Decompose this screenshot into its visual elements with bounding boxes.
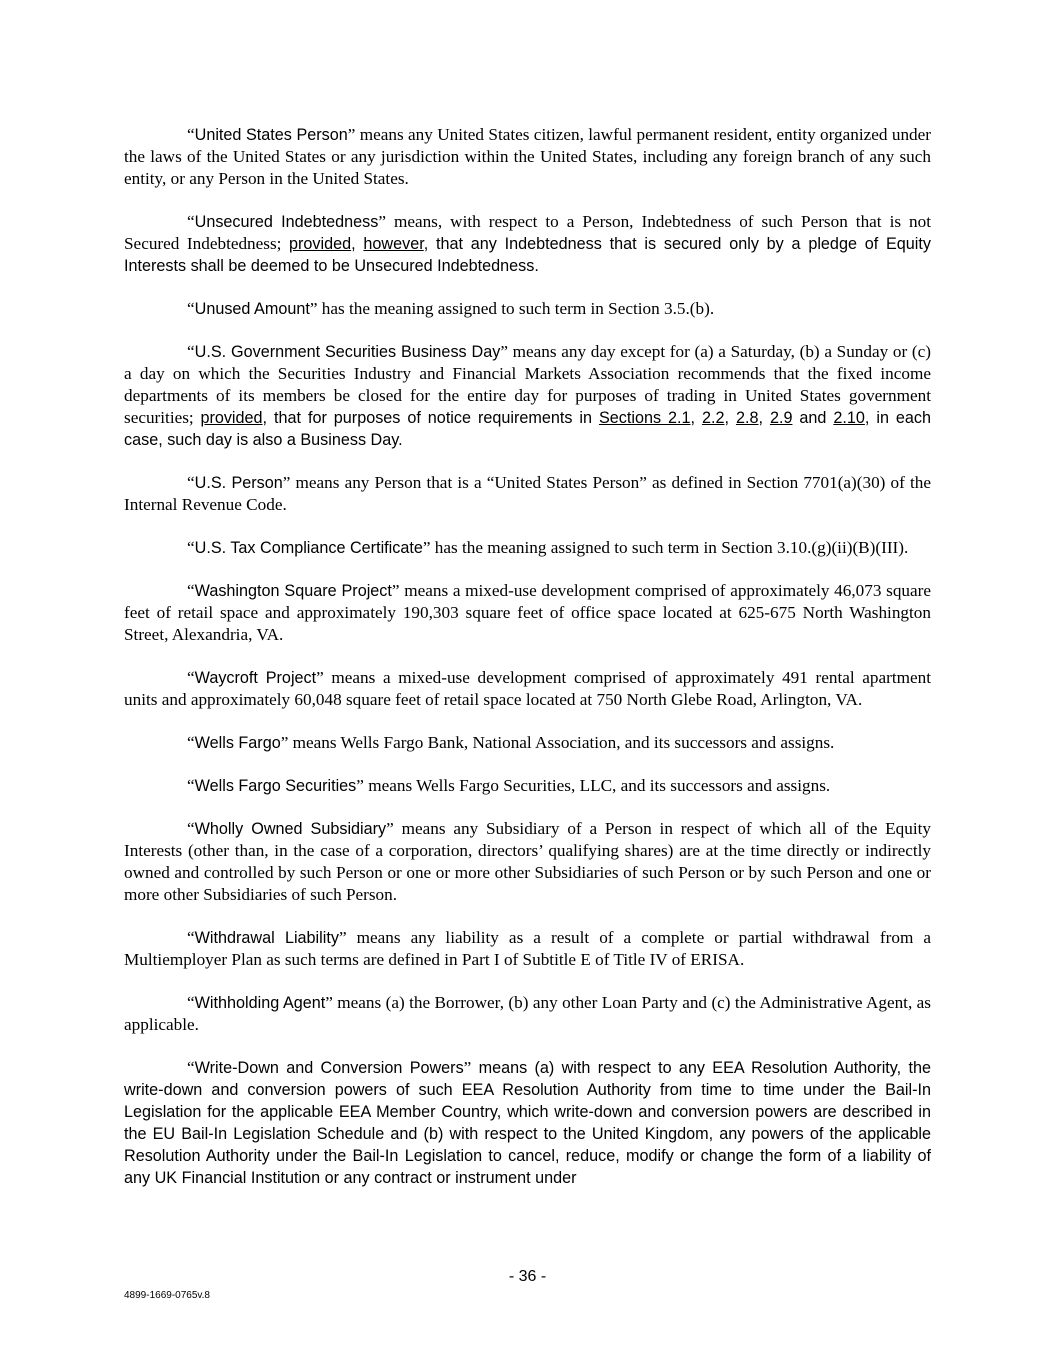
definition-text: means, with respect to a Person, Indebtedness of such Person that is not Secured Indebtedness; — [124, 212, 931, 253]
definition-withholding-agent: “Withholding Agent” means (a) the Borrower, (b) any other Loan Party and (c) the Administrative Agent, as applicable. — [124, 993, 931, 1034]
definition-text: means any day except for (a) a Saturday, (b) a Sunday or (c) a day on which the Securities Industry and Financial Markets Association recommends that the fixed income departments of its members be closed for the entire day for purposes of trading in United States government securities; — [124, 342, 931, 427]
definition-text: means a mixed-use development comprised of approximately 46,073 square feet of retail space and approximately 190,303 square feet of office space located at 625-675 North Washington Street, Alexandria, VA. — [124, 581, 931, 644]
defined-term: Write-Down and Conversion Powers — [194, 1059, 464, 1077]
definition-text: , that any Indebtedness that is secured only by a pledge of Equity Interests shall be deemed to be Unsecured Indebtedness. — [124, 235, 931, 275]
defined-term: U.S. Person — [194, 474, 283, 492]
definition-text: means any United States citizen, lawful permanent resident, entity organized under the laws of the United States or any jurisdiction within the United States, including any foreign branch of any such entity, or any Person in the United States. — [124, 125, 931, 188]
definition-text: means a mixed-use development comprised of approximately 491 rental apartment units and approximately 60,048 square feet of retail space located at 750 North Glebe Road, Arlington, VA. — [124, 668, 932, 709]
definition-text: means (a) the Borrower, (b) any other Loan Party and (c) the Administrative Agent, as applicable. — [124, 993, 931, 1034]
definition-text: , — [351, 235, 364, 253]
underlined-provided: provided — [200, 409, 263, 427]
defined-term: U.S. Tax Compliance Certificate — [194, 539, 423, 557]
definition-withdrawal-liability: “Withdrawal Liability” means any liability as a result of a complete or partial withdrawal from a Multiemployer Plan as such terms are defined in Part I of Subtitle E of Title IV of ERISA. — [124, 928, 931, 969]
definition-text: , — [758, 409, 770, 427]
definition-text: means Wells Fargo Bank, National Association, and its successors and assigns. — [288, 733, 835, 752]
section-reference: 2.8 — [735, 409, 759, 427]
defined-term: U.S. Government Securities Business Day — [194, 343, 501, 361]
definition-text: , that for purposes of notice requirements in — [262, 409, 599, 427]
definition-text: means any Person that is a “United States Person” as defined in Section 7701(a)(30) of the Internal Revenue Code. — [124, 473, 931, 514]
defined-term: Wells Fargo — [194, 734, 281, 752]
definition-united-states-person: “United States Person” means any United States citizen, lawful permanent resident, entity organized under the laws of the United States or any jurisdiction within the United States, including any foreign branch of any such entity, or any Person in the United States. — [124, 125, 931, 188]
defined-term: United States Person — [194, 126, 348, 144]
definition-text: has the meaning assigned to such term in Section 3.5.(b). — [317, 299, 715, 318]
section-reference: 2.9 — [769, 409, 793, 427]
defined-term: Washington Square Project — [194, 582, 392, 600]
defined-term: Wells Fargo Securities — [194, 777, 357, 795]
defined-term: Wholly Owned Subsidiary — [194, 820, 387, 838]
definition-us-person: “U.S. Person” means any Person that is a “United States Person” as defined in Section 7701(a)(30) of the Internal Revenue Code. — [124, 473, 931, 514]
defined-term: Withholding Agent — [194, 994, 326, 1012]
section-reference: 2.10 — [833, 409, 865, 427]
defined-term: Withdrawal Liability — [194, 929, 339, 947]
definition-us-tax-compliance-certificate: “U.S. Tax Compliance Certificate” has the meaning assigned to such term in Section 3.10.(g)(ii)(B)(III). — [187, 538, 909, 557]
definition-text: and — [792, 409, 834, 427]
definition-wells-fargo: “Wells Fargo” means Wells Fargo Bank, National Association, and its successors and assigns. — [187, 733, 835, 752]
section-reference: Sections 2.1 — [598, 409, 691, 427]
page-number: - 36 - — [508, 1268, 547, 1285]
defined-term: Unsecured Indebtedness — [194, 213, 379, 231]
definition-wells-fargo-securities: “Wells Fargo Securities” means Wells Fargo Securities, LLC, and its successors and assigns. — [187, 776, 831, 795]
document-id: 4899-1669-0765v.8 — [124, 1290, 210, 1301]
definition-text: means any Subsidiary of a Person in respect of which all of the Equity Interests (other than, in the case of a corporation, directors’ qualifying shares) are at the time directly or indirectly owned and controlled by such Person or one or more other Subsidiaries of such Person or by such Person and one or more other Subsidiaries of such Person. — [124, 819, 931, 904]
definition-text: , — [690, 409, 702, 427]
definition-unsecured-indebtedness: “Unsecured Indebtedness” means, with respect to a Person, Indebtedness of such Person that is not Secured Indebtedness; provided, however, that any Indebtedness that is secured only by a pledge of Equity Interests shall be deemed to be Unsecured Indebtedness. — [124, 212, 931, 275]
defined-term: Unused Amount — [194, 300, 310, 318]
section-reference: 2.2 — [701, 409, 725, 427]
underlined-however: however — [363, 235, 424, 253]
defined-term: Waycroft Project — [194, 669, 317, 687]
definition-text: means Wells Fargo Securities, LLC, and its successors and assigns. — [363, 776, 831, 795]
definition-text: , — [724, 409, 736, 427]
definition-us-government-securities-business-day: “U.S. Government Securities Business Day” means any day except for (a) a Saturday, (b) a Sunday or (c) a day on which the Securities Industry and Financial Markets Association recommends that the fixed income departments of its members be closed for the entire day for purposes of trading in United States government securities; provided, that for purposes of notice requirements in Sections 2.1, 2.2, 2.8, 2.9 and 2.10, in each case, such day is also a Business Day. — [124, 342, 932, 449]
page-body — [124, 124, 931, 1210]
definition-unused-amount: “Unused Amount” has the meaning assigned to such term in Section 3.5.(b). — [187, 299, 715, 318]
definition-text: , in each case, such day is also a Business Day. — [124, 409, 932, 449]
definition-washington-square-project: “Washington Square Project” means a mixed-use development comprised of approximately 46,073 square feet of retail space and approximately 190,303 square feet of office space located at 625-675 North Washington Street, Alexandria, VA. — [124, 581, 931, 644]
definition-text: means (a) with respect to any EEA Resolution Authority, the write-down and conversion powers of such EEA Resolution Authority from time to time under the Bail-In Legislation for the applicable EEA Member Country, which write-down and conversion powers are described in the EU Bail-In Legislation Schedule and (b) with respect to the United Kingdom, any powers of the applicable Resolution Authority under the Bail-In Legislation to cancel, reduce, modify or change the form of a liability of any UK Financial Institution or any contract or instrument under — [124, 1059, 931, 1187]
definition-write-down-and-conversion-powers: “Write-Down and Conversion Powers” means (a) with respect to any EEA Resolution Authority, the write-down and conversion powers of such EEA Resolution Authority from time to time under the Bail-In Legislation for the applicable EEA Member Country, which write-down and conversion powers are described in the EU Bail-In Legislation Schedule and (b) with respect to the United Kingdom, any powers of the applicable Resolution Authority under the Bail-In Legislation to cancel, reduce, modify or change the form of a liability of any UK Financial Institution or any contract or instrument under — [124, 1058, 931, 1187]
definition-text: has the meaning assigned to such term in Section 3.10.(g)(ii)(B)(III). — [430, 538, 909, 557]
underlined-provided: provided — [289, 235, 352, 253]
definition-waycroft-project: “Waycroft Project” means a mixed-use development comprised of approximately 491 rental apartment units and approximately 60,048 square feet of retail space located at 750 North Glebe Road, Arlington, VA. — [124, 668, 932, 709]
definition-text: means any liability as a result of a complete or partial withdrawal from a Multiemployer Plan as such terms are defined in Part I of Subtitle E of Title IV of ERISA. — [124, 928, 931, 969]
definition-wholly-owned-subsidiary: “Wholly Owned Subsidiary” means any Subsidiary of a Person in respect of which all of the Equity Interests (other than, in the case of a corporation, directors’ qualifying shares) are at the time directly or indirectly owned and controlled by such Person or one or more other Subsidiaries of such Person or by such Person and one or more other Subsidiaries of such Person. — [124, 819, 931, 904]
